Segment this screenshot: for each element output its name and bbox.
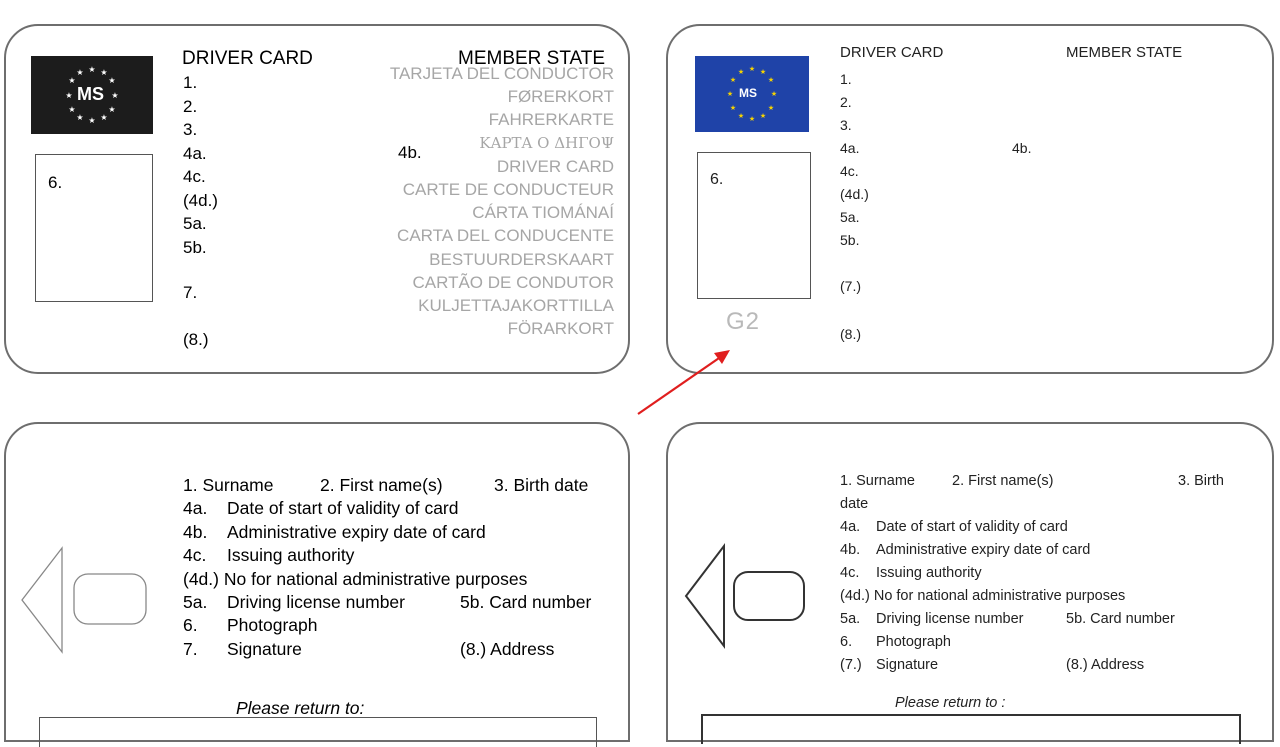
legend-row-4b	[840, 539, 1125, 562]
num-5a: 5a.	[183, 592, 208, 613]
svg-text:★: ★	[729, 104, 737, 112]
member-state: MEMBER STATE	[1066, 44, 1183, 61]
lang-it: CARTA DEL CONDUCENTE	[397, 226, 614, 246]
legend-row-4a	[183, 497, 527, 520]
eu-flag	[695, 56, 809, 132]
legend-row-4b	[183, 521, 527, 544]
legend-first-name: 2. First name(s)	[320, 475, 443, 495]
lang-fr: CARTE DE CONDUCTEUR	[402, 180, 614, 200]
lang-el: ΚΑΡΤΑ Ο ΔΗΓΟΨ	[479, 133, 614, 152]
return-label: Please return to :	[895, 695, 1006, 711]
svg-text:★: ★	[770, 90, 778, 98]
field-list	[840, 68, 869, 252]
text-6: Photograph	[227, 615, 318, 636]
language-list	[390, 62, 614, 340]
num-4b: 4b.	[840, 542, 861, 558]
svg-text:★: ★	[68, 105, 76, 114]
driver-card-g1-back	[4, 422, 630, 742]
field-3: 3.	[183, 120, 198, 139]
field-7: (7.)	[840, 278, 861, 294]
return-address-box	[39, 717, 597, 747]
legend-row-4c	[840, 562, 1125, 585]
svg-text:★: ★	[759, 68, 767, 76]
svg-text:★: ★	[737, 112, 745, 120]
flag-label: MS	[739, 86, 757, 100]
driver-card-g2-back	[666, 422, 1274, 742]
legend-row-4d: (4d.) No for national administrative purposes	[183, 568, 528, 589]
svg-text:★: ★	[759, 112, 767, 120]
svg-text:★: ★	[65, 91, 73, 100]
field-4d: (4d.)	[183, 190, 218, 210]
lang-en: DRIVER CARD	[496, 156, 614, 176]
svg-text:★: ★	[748, 65, 756, 73]
legend-birth: 3. Birth	[1178, 473, 1224, 489]
num-6: 6.	[183, 615, 198, 636]
num-4c: 4c.	[183, 545, 207, 566]
lang-pt: CARTÃO DE CONDUTOR	[412, 272, 614, 292]
legend-row-6	[183, 614, 527, 637]
field-8: (8.)	[840, 326, 861, 342]
text-5a: Driving license number	[227, 592, 405, 613]
legend-birth-cont: date	[840, 496, 869, 512]
field-5a: 5a.	[183, 214, 207, 233]
field-legend	[840, 470, 1224, 677]
svg-text:★: ★	[100, 113, 108, 122]
svg-text:★: ★	[100, 68, 108, 77]
chip-icon	[72, 572, 148, 626]
svg-text:★: ★	[726, 90, 734, 98]
legend-row-1	[840, 470, 1224, 493]
num-4a: 4a.	[840, 519, 861, 535]
text-7: Signature	[876, 657, 939, 673]
svg-text:★: ★	[729, 76, 737, 84]
legend-birth-date: 3. Birth date	[494, 475, 589, 495]
svg-text:★: ★	[68, 76, 76, 85]
driver-card-g1-front	[4, 24, 630, 374]
chip-icon	[732, 570, 806, 622]
legend-row-5	[183, 591, 592, 614]
svg-text:★: ★	[76, 113, 84, 122]
field-list	[183, 71, 218, 259]
svg-text:★: ★	[88, 65, 96, 74]
text-5a: Driving license number	[876, 611, 1024, 627]
legend-row-6	[840, 631, 1125, 654]
driver-card-g2-front	[666, 24, 1274, 374]
num-4c: 4c.	[840, 565, 860, 581]
field-4b: 4b.	[1012, 140, 1032, 156]
field-3: 3.	[840, 117, 852, 133]
card-title: DRIVER CARD	[182, 48, 313, 69]
svg-text:★: ★	[88, 116, 96, 125]
field-1: 1.	[840, 71, 852, 87]
return-address-box	[701, 714, 1241, 744]
photo-box	[697, 152, 811, 299]
legend-row-7	[840, 654, 1145, 677]
ms-flag	[31, 56, 153, 134]
text-4a: Date of start of validity of card	[227, 498, 459, 519]
field-4a: 4a.	[183, 143, 207, 163]
lang-es: TARJETA DEL CONDUCTOR	[389, 64, 614, 83]
legend-5b: 5b. Card number	[1066, 611, 1175, 627]
svg-text:★: ★	[111, 91, 119, 100]
photo-box	[35, 154, 153, 302]
legend-row-4c	[183, 544, 527, 567]
text-4b: Administrative expiry date of card	[227, 521, 486, 542]
text-4a: Date of start of validity of card	[876, 519, 1068, 535]
field-5b: 5b.	[183, 237, 207, 257]
insert-arrow-icon	[18, 544, 66, 656]
field-4c: 4c.	[840, 163, 859, 179]
lang-de: FAHRERKARTE	[488, 110, 614, 130]
legend-8: (8.) Address	[460, 638, 555, 659]
num-4a: 4a.	[183, 498, 208, 519]
svg-text:★: ★	[108, 76, 116, 85]
generation-mark: G2	[726, 308, 761, 335]
red-pointer-arrow	[630, 340, 740, 420]
lang-nl: BESTUURDERSKAART	[429, 249, 614, 269]
field-legend	[183, 474, 592, 661]
member-state: MEMBER STATE	[458, 48, 606, 69]
text-4c: Issuing authority	[227, 545, 355, 566]
field-7: 7.	[183, 283, 198, 302]
legend-row-4a	[840, 516, 1125, 539]
lang-ga: CÁRTA TIOMÁNAÍ	[472, 203, 614, 223]
text-6: Photograph	[876, 634, 951, 650]
field-4a: 4a.	[840, 140, 860, 156]
field-4b: 4b.	[398, 143, 422, 162]
card-title: DRIVER CARD	[840, 44, 944, 61]
num-7: (7.)	[840, 657, 862, 673]
legend-row-7	[183, 638, 555, 661]
svg-text:★: ★	[737, 68, 745, 76]
svg-text:★: ★	[767, 104, 775, 112]
svg-text:★: ★	[76, 68, 84, 77]
lang-sv: FÖRARKORT	[507, 319, 614, 339]
field-1: 1.	[183, 73, 198, 92]
legend-8: (8.) Address	[1066, 657, 1145, 673]
text-7: Signature	[227, 638, 302, 659]
text-4c: Issuing authority	[876, 565, 982, 581]
legend-row-5	[840, 608, 1175, 631]
num-7: 7.	[183, 638, 198, 659]
svg-text:★: ★	[108, 105, 116, 114]
field-4d: (4d.)	[840, 186, 869, 202]
field-5a: 5a.	[840, 209, 860, 225]
legend-surname: 1. Surname	[840, 473, 915, 489]
num-6: 6.	[840, 634, 853, 650]
legend-row-4d: (4d.) No for national administrative purposes	[840, 588, 1126, 604]
lang-da: FØRERKORT	[507, 87, 614, 107]
num-5a: 5a.	[840, 611, 861, 627]
legend-first-name: 2. First name(s)	[952, 473, 1054, 489]
insert-arrow-icon	[682, 542, 728, 650]
field-2: 2.	[183, 96, 198, 116]
lang-fi: KULJETTAJAKORTTILLA	[418, 296, 614, 316]
svg-text:★: ★	[748, 115, 756, 123]
field-2: 2.	[840, 94, 852, 110]
num-4b: 4b.	[183, 521, 208, 542]
legend-surname: 1. Surname	[183, 475, 274, 495]
photo-label: 6.	[710, 171, 724, 188]
text-4b: Administrative expiry date of card	[876, 542, 1091, 558]
field-5b: 5b.	[840, 232, 860, 248]
legend-5b: 5b. Card number	[460, 592, 592, 613]
return-label: Please return to:	[236, 698, 365, 718]
field-8: (8.)	[183, 330, 209, 349]
field-4c: 4c.	[183, 167, 206, 186]
svg-text:★: ★	[767, 76, 775, 84]
flag-label: MS	[77, 84, 104, 104]
photo-label: 6.	[48, 173, 63, 192]
legend-row-1	[183, 474, 589, 497]
